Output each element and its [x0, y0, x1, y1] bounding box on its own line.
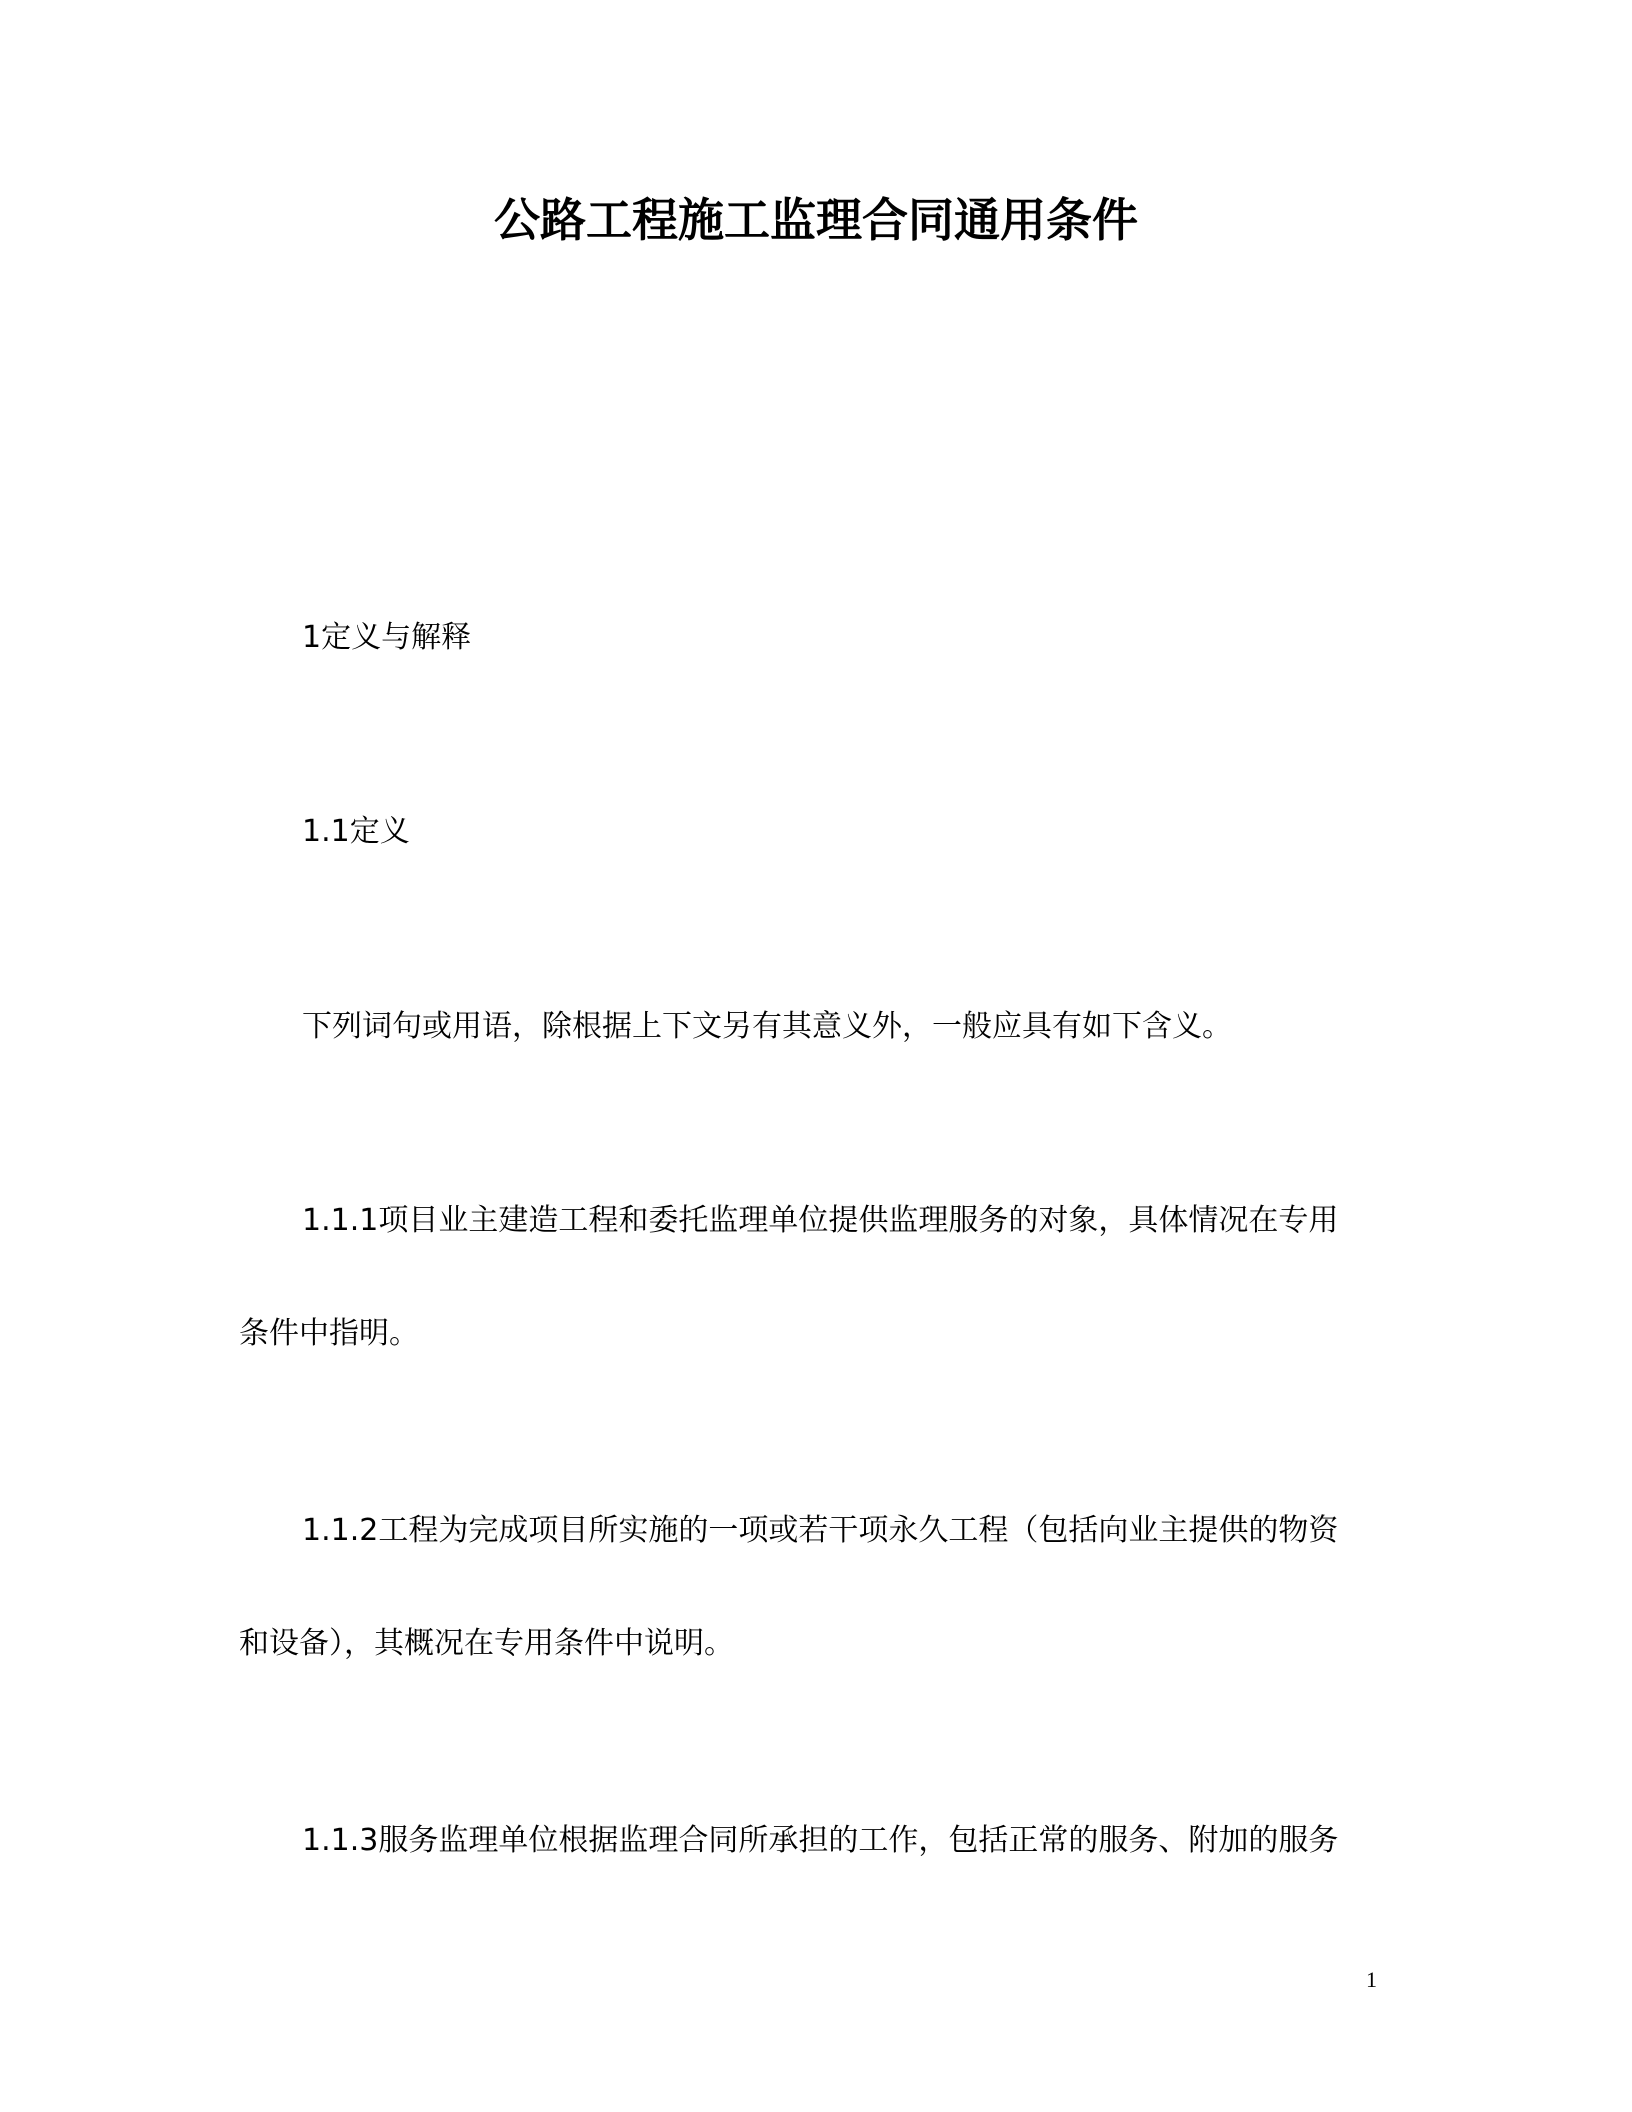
clause-1-1-3-line-1: 1.1.3服务监理单位根据监理合同所承担的工作，包括正常的服务、附加的服务	[302, 1823, 1339, 1858]
document-title: 公路工程施工监理合同通用条件	[494, 193, 1138, 247]
section-heading-1: 1定义与解释	[302, 620, 472, 655]
page-number: 1	[1366, 1967, 1377, 1992]
intro-paragraph: 下列词句或用语，除根据上下文另有其意义外，一般应具有如下含义。	[302, 1009, 1232, 1044]
clause-1-1-1-line-2: 条件中指明。	[239, 1316, 419, 1351]
clause-1-1-1-line-1: 1.1.1项目业主建造工程和委托监理单位提供监理服务的对象，具体情况在专用	[302, 1203, 1339, 1238]
clause-1-1-2-line-1: 1.1.2工程为完成项目所实施的一项或若干项永久工程（包括向业主提供的物资	[302, 1513, 1339, 1548]
section-heading-1-1: 1.1定义	[302, 814, 410, 849]
clause-1-1-2-line-2: 和设备），其概况在专用条件中说明。	[239, 1626, 734, 1661]
